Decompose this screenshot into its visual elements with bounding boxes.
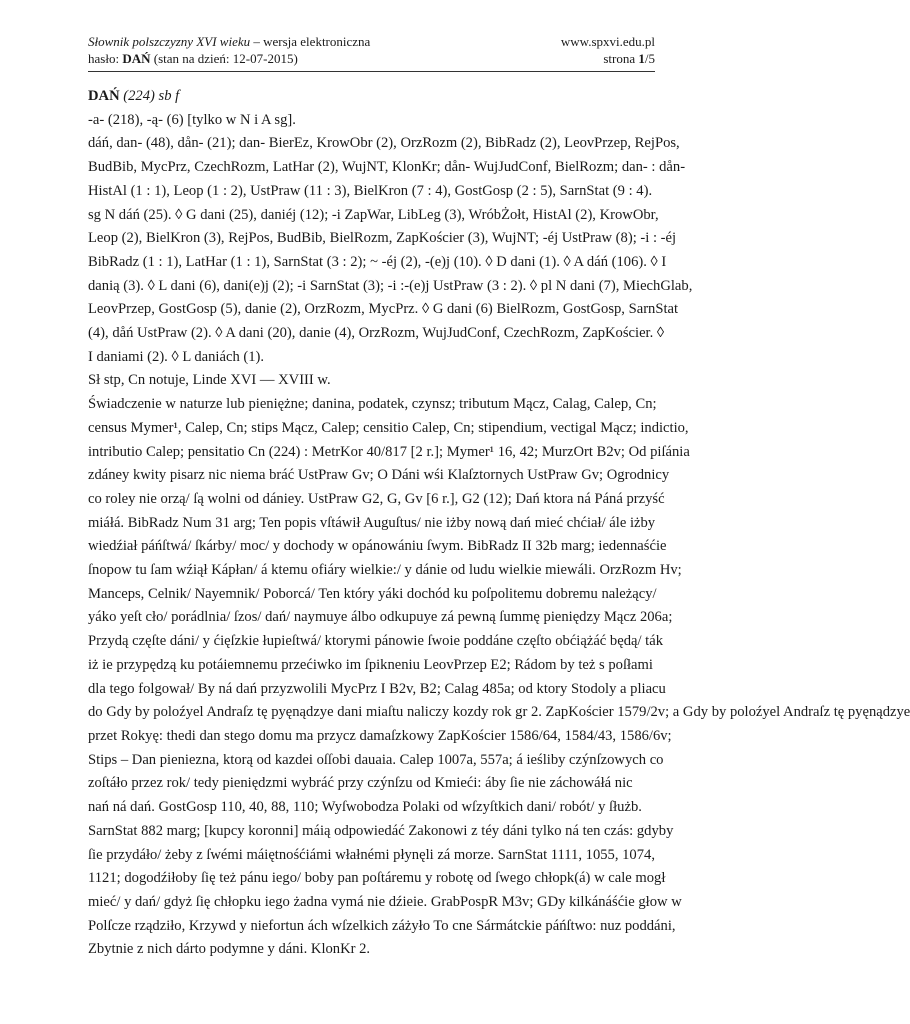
entry-body — [88, 85, 910, 962]
headword-count: (224) — [119, 88, 155, 104]
entry-line: Polſcze rządziło, Krzywd y niefortun ách wſzelkich záżyło To cne Sármátckie páńſtwo: nuz poddáni, — [88, 917, 676, 934]
site-url[interactable]: www.spxvi.edu.pl — [560, 34, 655, 49]
entry-line: yáko yeſt cło/ porádlnia/ ſzos/ dań/ naymuye álbo odkupuye zá pewną ſummę pieniędzy Mącz 206a; — [88, 609, 673, 626]
entry-line: do Gdy by poloźyel Andraſz tę pyęnądzye dani miaſtu naliczy kozdy rok gr 2. ZapKościer 1579/2v; a Gdy by poloźyel Andraſz tę pyęnądzye — [88, 704, 910, 721]
entry-line: HistAl (1 : 1), Leop (1 : 2), UstPraw (11 : 3), BielKron (7 : 4), GostGosp (2 : 5), SarnStat (9 : 4). — [88, 182, 653, 199]
entry-line: Manceps, Celnik/ Nayemnik/ Poborcá/ Ten który yáki dochód ku poſpolitemu dobremu należący/ — [88, 585, 657, 602]
entry-heading — [88, 85, 657, 109]
entry-line: I daniami (2). ◊ L daniách (1). — [88, 348, 265, 365]
entry-line: co roley nie orzą/ ſą wolni od dániey. UstPraw G2, G, Gv [6 r.], G2 (12); Dań ktora ná Páná przyść — [88, 490, 665, 507]
entry-line: Zbytnie z nich dárto podymne y dáni. KlonKr 2. — [88, 941, 371, 958]
entry-line: zdáney kwity pisarz nic niema bráć UstPraw Gv; O Dáni wśi Klaſztornych UstPraw Gv; Ogrodnicy — [88, 467, 670, 484]
entry-status — [88, 50, 298, 67]
page-indicator — [603, 50, 655, 67]
entry-line: zoſtáło przez rok/ tedy pieniędzmi wybráć przy czýnſzu od Kmieći: áby ſie nie záchowáłá nic — [88, 775, 633, 792]
entry-line: nań ná dań. GostGosp 110, 40, 88, 110; Wyſwobodza Polaki od wſzyſtkich dani/ robót/ y ſłużb. — [88, 799, 642, 816]
entry-line: census Mymer¹, Calep, Cn; stips Mącz, Calep; censitio Calep, Cn; stipendium, vectigal Mącz; indictio, — [88, 419, 689, 436]
entry-line: Stips – Dan pieniezna, ktorą od kazdei oſſobi dauaia. Calep 1007a, 557a; á ieśliby czýnſzowych co — [88, 751, 664, 768]
headword-pos: sb f — [154, 88, 180, 104]
haslo-status: (stan na dzień: 12-07-2015) — [150, 51, 298, 66]
entry-line: LeovPrzep, GostGosp (5), danie (2), OrzRozm, MycPrz. ◊ G dani (6) BielRozm, GostGosp, SarnStat — [88, 301, 679, 318]
entry-line: BudBib, MycPrz, CzechRozm, LatHar (2), WujNT, KlonKr; dån- WujJudConf, BielRozm; dan- : dån- — [88, 159, 686, 176]
entry-line: danią (3). ◊ L dani (6), dani(e)j (2); -i SarnStat (3); -i :-(e)j UstPraw (3 : 2). ◊ pl N dani (7), MiechGlab, — [88, 277, 693, 294]
entry-line: BibRadz (1 : 1), LatHar (1 : 1), SarnStat (3 : 2); ~ -éj (2), -(e)j (10). ◊ D dani (1). ◊ A dáń (106). ◊ I — [88, 253, 667, 270]
headword: DAŃ — [88, 88, 120, 104]
entry-line: Przydą częſte dáni/ y ćięſzkie łupieſtwá/ ktorymi pánowie ſwoie poddáne częſto obćiążáć będą/ ták — [88, 633, 663, 650]
entry-line: Sł stp, Cn notuje, Linde XVI — XVIII w. — [88, 372, 331, 389]
entry-line: 1121; dogodźiłoby ſię też pánu iego/ boby pan poſtáremu y robotę od ſwego chłopk(á) w cale mogł — [88, 870, 666, 887]
entry-line: dáń, dan- (48), dån- (21); dan- BierEz, KrowObr (2), OrzRozm (2), BibRadz (2), LeovPrzep, RejPos, — [88, 135, 680, 152]
page-total: /5 — [644, 51, 655, 66]
haslo-label: hasło: — [88, 51, 123, 66]
header-divider — [88, 71, 655, 72]
entry-line: intributio Calep; pensitatio Cn (224) : MetrKor 40/817 [2 r.]; Mymer¹ 16, 42; MurzOrt B2v; Od piſánia — [88, 443, 690, 460]
entry-line: ſnopow tu ſam wźiął Kápłan/ á ktemu ofiáry wielkie:/ y dánie od ludu wielkie miewáli. OrzRozm Hv; — [88, 562, 682, 579]
page-current: 1 — [638, 51, 645, 66]
entry-line: dla tego folgował/ By ná dań przyzwolili MycPrz I B2v, B2; Calag 485a; od ktory Stodoly a pliacu — [88, 680, 666, 697]
haslo-word: DAŃ — [122, 51, 151, 66]
entry-line: wiedźiał páńſtwá/ ſkárby/ moc/ y dochody w opánowániu ſwym. BibRadz II 32b marg; iedennaśćie — [88, 538, 667, 555]
page-label: strona — [603, 51, 639, 66]
entry-line: SarnStat 882 marg; [kupcy koronni] máią odpowiedáć Zakonowi z téy dáni tylko ná ten czás: gdyby — [88, 822, 674, 839]
entry-line: ſie przydáło/ żeby z ſwémi máiętnośćiámi włałnémi płynęli zá morze. SarnStat 1111, 1055, 1074, — [88, 846, 655, 863]
entry-line: miáłá. BibRadz Num 31 arg; Ten popis vſtáwił Auguſtus/ nie iżby nową dań mieć chćiał/ ále iżby — [88, 514, 656, 531]
entry-line: iż ie przypędzą ku potáiemnemu przećiwko im ſpikneniu LeovPrzep E2; Rádom by też s poſłami — [88, 656, 653, 673]
entry-line: -a- (218), -ą- (6) [tylko w N i A sg]. — [88, 111, 296, 128]
dictionary-title-rest: – wersja elektroniczna — [250, 34, 371, 49]
dictionary-title — [88, 33, 370, 50]
entry-line: mieć/ y dań/ gdyż ſię chłopku iego żadna vymá nie dźieie. GrabPospR M3v; GDy kilkánáśćie głow w — [88, 893, 682, 910]
dictionary-title-italic: Słownik polszczyzny XVI wieku — [88, 34, 251, 49]
entry-lines — [88, 109, 910, 962]
entry-line: przet Rokyę: thedi dan stego domu ma przycz damaſzkowy ZapKościer 1586/64, 1584/43, 1586/6v; — [88, 727, 672, 744]
entry-line: Świadczenie w naturze lub pieniężne; danina, podatek, czynsz; tributum Mącz, Calag, Calep, Cn; — [88, 396, 657, 413]
entry-line: Leop (2), BielKron (3), RejPos, BudBib, BielRozm, ZapKościer (3), WujNT; -éj UstPraw (8); -i : -éj — [88, 230, 677, 247]
entry-line: sg N dáń (25). ◊ G dani (25), daniéj (12); -i ZapWar, LibLeg (3), WróbŻołt, HistAl (2), KrowObr, — [88, 206, 659, 223]
entry-line: (4), dåń UstPraw (2). ◊ A dani (20), danie (4), OrzRozm, WujJudConf, CzechRozm, ZapKościer. ◊ — [88, 325, 665, 342]
